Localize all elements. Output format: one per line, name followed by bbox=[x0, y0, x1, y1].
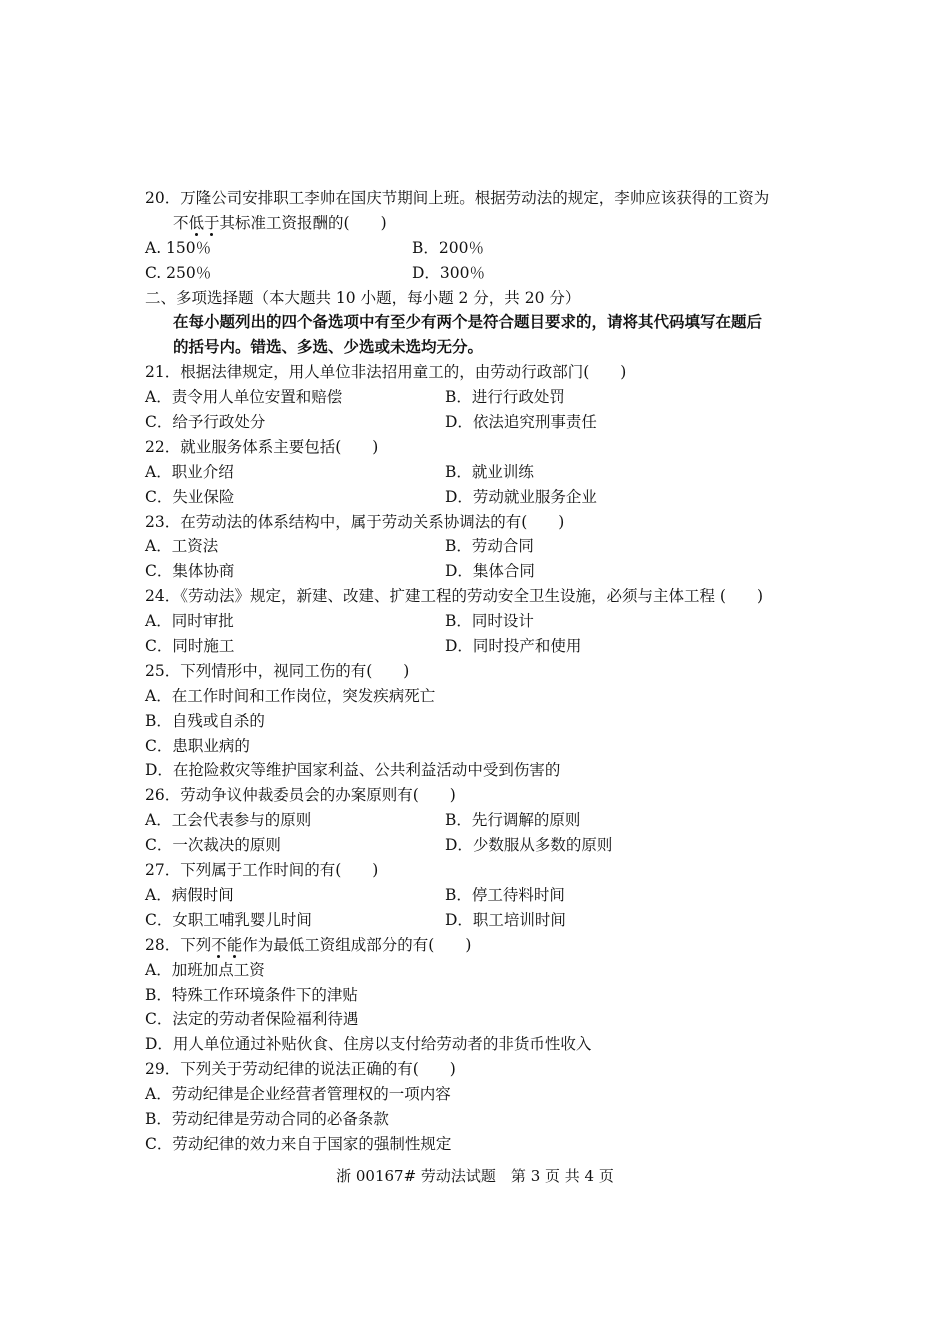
option-b: B．自残或自杀的 bbox=[145, 711, 265, 730]
option-b: B．劳动合同 bbox=[445, 537, 534, 556]
section-title: 二、多项选择题（本大题共 10 小题，每小题 2 分，共 20 分） bbox=[145, 288, 581, 307]
option-a: A．劳动纪律是企业经营者管理权的一项内容 bbox=[145, 1085, 451, 1104]
option-c: C. 250％ bbox=[145, 263, 212, 282]
option-d: D．同时投产和使用 bbox=[445, 637, 582, 656]
question-21-stem: 21．根据法律规定，用人单位非法招用童工的，由劳动行政部门( ) bbox=[145, 363, 627, 382]
option-c: C．集体协商 bbox=[145, 562, 235, 581]
option-a: A．病假时间 bbox=[145, 885, 234, 904]
option-c: C．失业保险 bbox=[145, 487, 235, 506]
option-b: B．就业训练 bbox=[445, 462, 534, 481]
question-29-stem: 29．下列关于劳动纪律的说法正确的有( ) bbox=[145, 1060, 456, 1079]
option-c: C．患职业病的 bbox=[145, 736, 250, 755]
option-a: A．加班加点工资 bbox=[145, 960, 265, 979]
question-27-stem: 27．下列属于工作时间的有( ) bbox=[145, 861, 379, 880]
option-a: A．责令用人单位安置和赔偿 bbox=[145, 388, 343, 407]
option-c: C．劳动纪律的效力来自于国家的强制性规定 bbox=[145, 1134, 452, 1153]
option-a: A．职业介绍 bbox=[145, 462, 234, 481]
section-instruction: 的括号内。错选、多选、少选或未选均无分。 bbox=[173, 337, 484, 357]
question-25-stem: 25．下列情形中，视同工伤的有( ) bbox=[145, 661, 410, 680]
option-d: D．职工培训时间 bbox=[445, 910, 566, 929]
option-a: A．工资法 bbox=[145, 537, 219, 556]
emphasis-dot-char: 不 bbox=[211, 935, 227, 954]
question-28-stem: 28．下列不能作为最低工资组成部分的有( ) bbox=[145, 935, 472, 954]
option-c: C．一次裁决的原则 bbox=[145, 836, 281, 855]
option-d: D．集体合同 bbox=[445, 562, 535, 581]
page-footer: 浙 00167# 劳动法试题 第 3 页 共 4 页 bbox=[336, 1167, 614, 1185]
option-b: B．特殊工作环境条件下的津贴 bbox=[145, 985, 358, 1004]
option-a: A．在工作时间和工作岗位，突发疾病死亡 bbox=[145, 686, 436, 705]
emphasis-dot-char: 能 bbox=[226, 935, 243, 954]
question-20-stem: 20．万隆公司安排职工李帅在国庆节期间上班。根据劳动法的规定，李帅应该获得的工资为 bbox=[145, 189, 770, 207]
option-c: C．法定的劳动者保险福利待遇 bbox=[145, 1010, 359, 1029]
option-b: B．先行调解的原则 bbox=[445, 811, 581, 830]
emphasis-dot-char: 于 bbox=[204, 213, 220, 232]
question-23-stem: 23．在劳动法的体系结构中，属于劳动关系协调法的有( ) bbox=[145, 512, 565, 531]
question-22-stem: 22．就业服务体系主要包括( ) bbox=[145, 437, 379, 456]
section-instruction: 在每小题列出的四个备选项中有至少有两个是符合题目要求的，请将其代码填写在题后 bbox=[173, 312, 763, 332]
option-a: A. 150％ bbox=[145, 238, 212, 257]
question-24-stem: 24．《劳动法》规定，新建、改建、扩建工程的劳动安全卫生设施，必须与主体工程 ( ) bbox=[145, 587, 763, 606]
option-b: B．进行行政处罚 bbox=[445, 388, 565, 407]
option-c: C．女职工哺乳婴儿时间 bbox=[145, 910, 312, 929]
option-d: D．依法追究刑事责任 bbox=[445, 413, 597, 432]
option-b: B．停工待料时间 bbox=[445, 885, 565, 904]
option-b: B．200％ bbox=[412, 238, 484, 257]
exam-page bbox=[145, 186, 810, 1157]
option-a: A．同时审批 bbox=[145, 612, 234, 631]
question-20-options-row bbox=[145, 261, 810, 286]
option-b: B．同时设计 bbox=[445, 612, 534, 631]
option-a: A．工会代表参与的原则 bbox=[145, 811, 312, 830]
option-d: D．劳动就业服务企业 bbox=[445, 487, 597, 506]
option-d: D．300％ bbox=[412, 263, 486, 282]
option-c: C．给予行政处分 bbox=[145, 413, 266, 432]
question-20-options-row bbox=[145, 236, 810, 261]
option-d: D．少数服从多数的原则 bbox=[445, 836, 613, 855]
option-c: C．同时施工 bbox=[145, 637, 235, 656]
emphasis-dot-char: 低 bbox=[188, 213, 205, 232]
question-20-stem-cont: 不低于其标准工资报酬的( ) bbox=[173, 213, 387, 232]
option-b: B．劳动纪律是劳动合同的必备条款 bbox=[145, 1109, 389, 1128]
option-d: D．用人单位通过补贴伙食、住房以支付给劳动者的非货币性收入 bbox=[145, 1035, 592, 1054]
option-d: D．在抢险救灾等维护国家利益、公共利益活动中受到伤害的 bbox=[145, 761, 561, 780]
question-26-stem: 26．劳动争议仲裁委员会的办案原则有( ) bbox=[145, 786, 456, 805]
